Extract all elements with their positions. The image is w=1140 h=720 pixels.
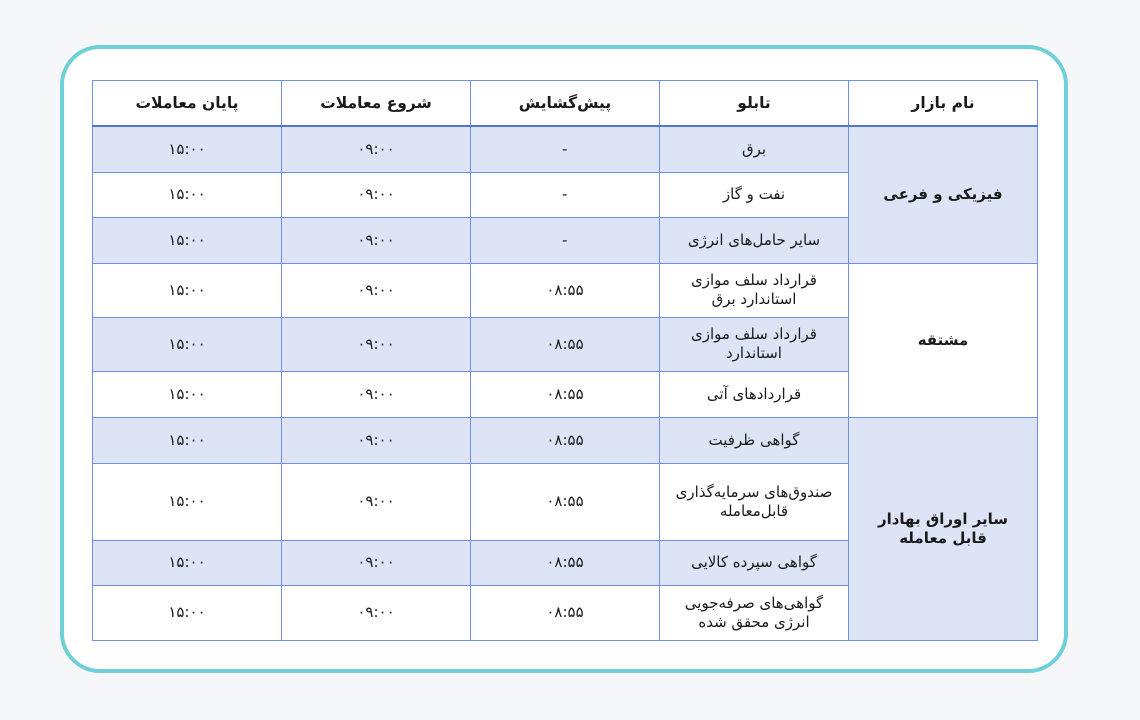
start-cell: ۰۹:۰۰ [282,371,471,417]
end-cell: ۱۵:۰۰ [93,217,282,263]
header-preopen: پیش‌گشایش [471,81,660,127]
start-cell: ۰۹:۰۰ [282,126,471,172]
market-name-derivatives: مشتقه [849,263,1038,417]
start-cell: ۰۹:۰۰ [282,417,471,463]
table-row [93,417,1038,463]
table-row [93,126,1038,172]
preopen-cell: ۰۸:۵۵ [471,371,660,417]
end-cell: ۱۵:۰۰ [93,540,282,585]
end-cell: ۱۵:۰۰ [93,585,282,640]
board-cell: صندوق‌های سرمایه‌گذاری قابل‌معامله [660,463,849,540]
table-header-row [93,81,1038,127]
preopen-cell: ۰۸:۵۵ [471,585,660,640]
end-cell: ۱۵:۰۰ [93,172,282,217]
end-cell: ۱۵:۰۰ [93,463,282,540]
header-end: پایان معاملات [93,81,282,127]
preopen-cell: ۰۸:۵۵ [471,317,660,371]
board-cell: قرارداد سلف موازی استاندارد برق [660,263,849,317]
board-cell: قرارداد سلف موازی استاندارد [660,317,849,371]
table-row [93,263,1038,317]
board-cell: برق [660,126,849,172]
trading-hours-table [92,80,1038,641]
market-name-other-securities: سایر اوراق بهادار قابل معامله [849,417,1038,640]
preopen-cell: - [471,217,660,263]
start-cell: ۰۹:۰۰ [282,172,471,217]
board-cell: گواهی‌های صرفه‌جویی انرژی محقق شده [660,585,849,640]
board-cell: قراردادهای آتی [660,371,849,417]
preopen-cell: ۰۸:۵۵ [471,540,660,585]
preopen-cell: ۰۸:۵۵ [471,417,660,463]
header-market: نام بازار [849,81,1038,127]
header-start: شروع معاملات [282,81,471,127]
preopen-cell: ۰۸:۵۵ [471,463,660,540]
start-cell: ۰۹:۰۰ [282,540,471,585]
preopen-cell: ۰۸:۵۵ [471,263,660,317]
start-cell: ۰۹:۰۰ [282,217,471,263]
preopen-cell: - [471,172,660,217]
board-cell: سایر حامل‌های انرژی [660,217,849,263]
start-cell: ۰۹:۰۰ [282,263,471,317]
preopen-cell: - [471,126,660,172]
board-cell: گواهی سپرده کالایی [660,540,849,585]
board-cell: نفت و گاز [660,172,849,217]
board-cell: گواهی ظرفیت [660,417,849,463]
market-name-physical: فیزیکی و فرعی [849,126,1038,263]
end-cell: ۱۵:۰۰ [93,126,282,172]
start-cell: ۰۹:۰۰ [282,317,471,371]
end-cell: ۱۵:۰۰ [93,317,282,371]
header-board: تابلو [660,81,849,127]
end-cell: ۱۵:۰۰ [93,417,282,463]
start-cell: ۰۹:۰۰ [282,463,471,540]
end-cell: ۱۵:۰۰ [93,263,282,317]
end-cell: ۱۵:۰۰ [93,371,282,417]
start-cell: ۰۹:۰۰ [282,585,471,640]
